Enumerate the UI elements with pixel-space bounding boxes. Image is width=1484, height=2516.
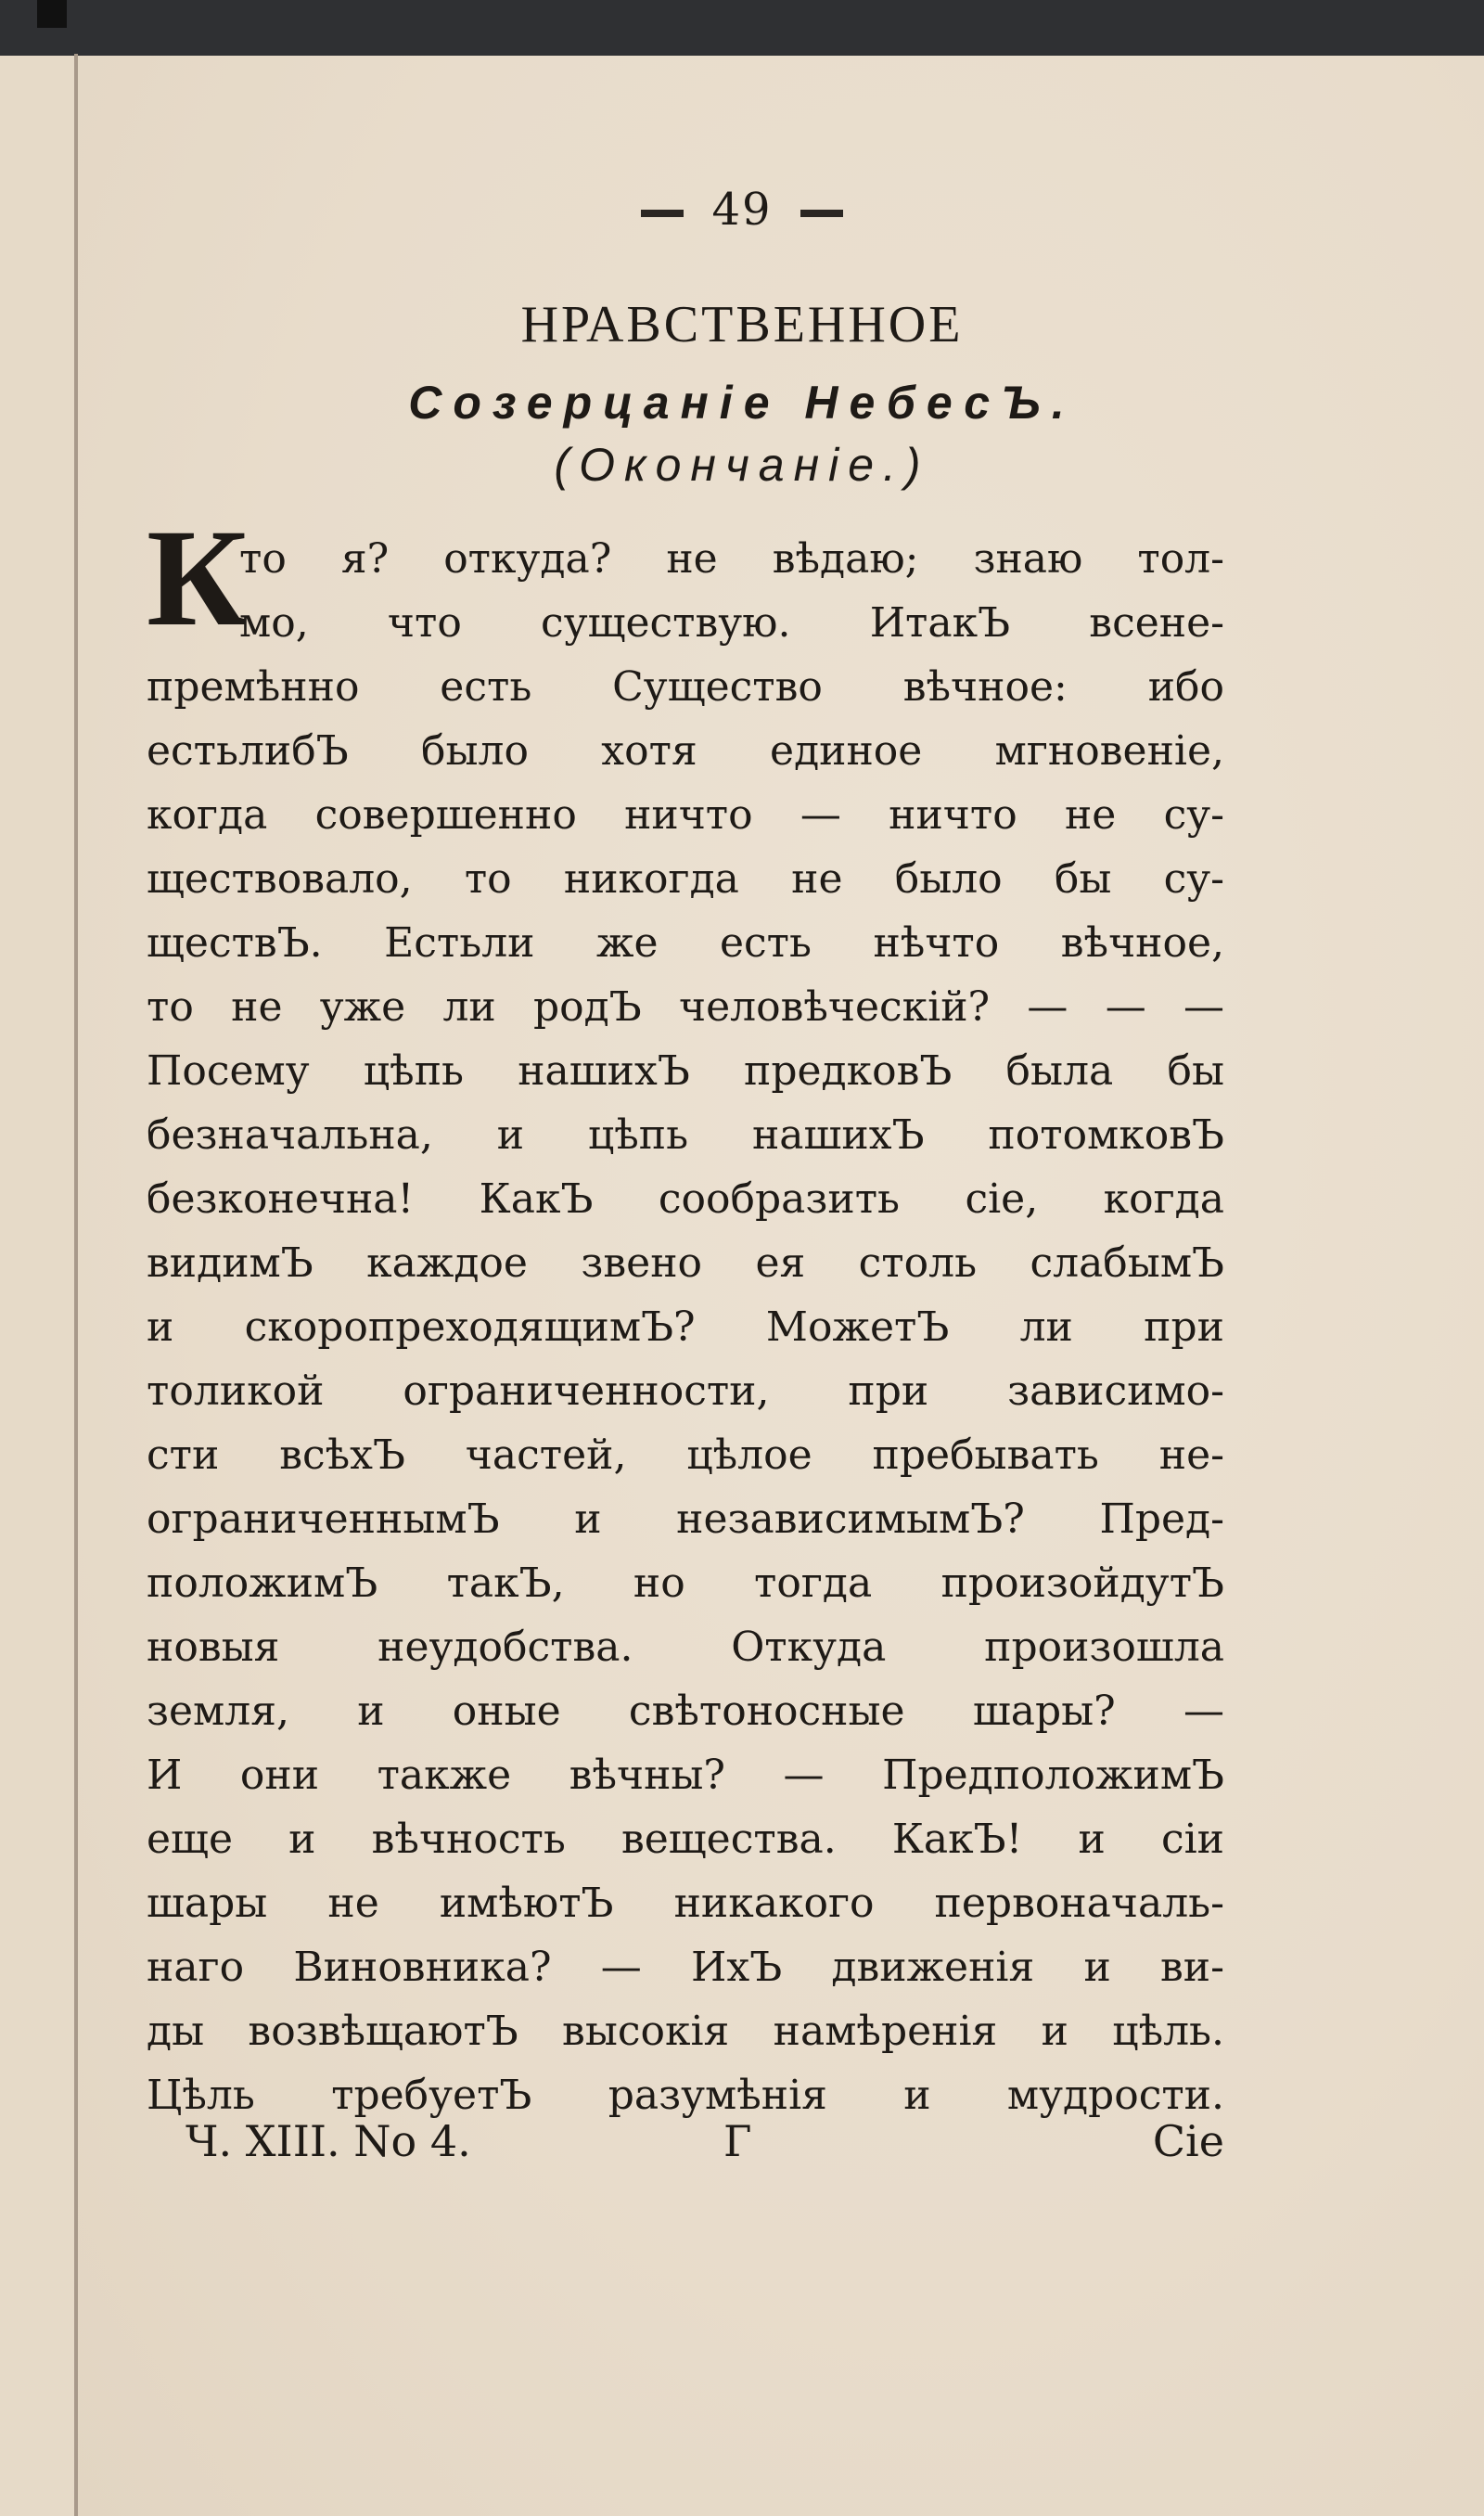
text-line: мо, что существую. ИтакЪ всене- [239,599,1224,647]
text-line: шары не имѣютЪ никакого первоначаль- [147,1880,1224,1927]
text-line: И они также вѣчны? — ПредположимЪ [147,1752,1224,1799]
scan-background-top [0,0,1484,56]
text-line: естьлибЪ было хотя единое мгновеніе, [147,727,1224,775]
text-line: ды возвѣщаютЪ высокія намѣренія и цѣль. [147,2008,1224,2055]
text-line: земля, и оные свѣтоносные шары? — [147,1688,1224,1735]
binding-clip [37,0,67,28]
page-footer [186,2113,1224,2169]
text-line: ществЪ. Естьли же есть нѣчто вѣчное, [147,919,1224,967]
text-line: Цѣль требуетЪ разумѣнія и мудрости. [147,2072,1224,2119]
text-line: ществовало, то никогда не было бы су- [147,855,1224,903]
article-subtitle: Созерцаніе НебесЪ. [408,377,1076,429]
text-line: безконечна! КакЪ сообразить сіе, когда [147,1175,1224,1223]
text-line: безначальна, и цѣпь нашихЪ потомковЪ [147,1111,1224,1159]
signature-mark: Г [723,2116,752,2166]
text-line: то не уже ли родЪ человѣческій? — — — [147,983,1224,1031]
text-line: то я? откуда? не вѣдаю; знаю тол- [239,535,1224,583]
text-line: положимЪ такЪ, но тогда произойдутЪ [147,1560,1224,1607]
text-line: наго Виновника? — ИхЪ движенія и ви- [147,1944,1224,1991]
body-text [147,527,1224,2127]
text-line: ограниченнымЪ и независимымЪ? Пред- [147,1495,1224,1543]
article-title: НРАВСТВЕННОЕ [520,296,964,353]
ornament-dash-left [641,210,684,217]
text-line: и скоропреходящимЪ? МожетЪ ли при [147,1303,1224,1351]
page-number [0,184,1484,236]
text-line: толикой ограниченности, при зависимо- [147,1367,1224,1415]
text-line: когда совершенно ничто — ничто не су- [147,791,1224,839]
volume-issue-mark: Ч. XIII. No 4. [186,2116,471,2166]
continuation-note: (Окончаніе.) [554,439,930,491]
catchword: Сіе [1152,2116,1224,2166]
text-line: видимЪ каждое звено ея столь слабымЪ [147,1239,1224,1287]
text-line: новыя неудобства. Откуда произошла [147,1624,1224,1671]
text-line: еще и вѣчность вещества. КакЪ! и сіи [147,1816,1224,1863]
text-line: Посему цѣпь нашихЪ предковЪ была бы [147,1047,1224,1095]
page-number-text: 49 [711,184,773,236]
text-line: премѣнно есть Существо вѣчное: ибо [147,663,1224,711]
text-line: сти всѣхЪ частей, цѣлое пребывать не- [147,1431,1224,1479]
drop-cap: К [147,501,248,655]
ornament-dash-right [800,210,843,217]
